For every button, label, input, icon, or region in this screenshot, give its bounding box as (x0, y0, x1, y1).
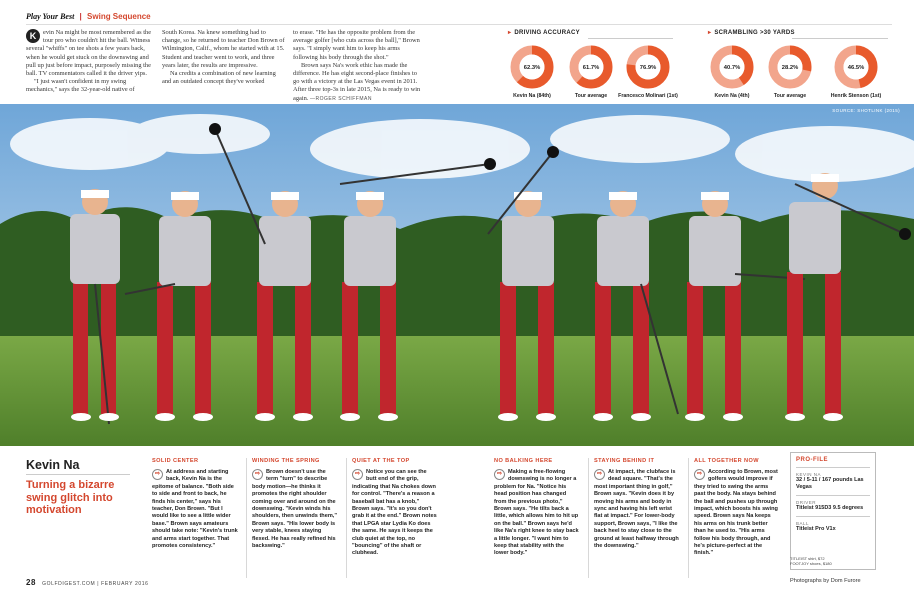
tip-heading: QUIET AT THE TOP (352, 458, 410, 464)
swing-sequence-photo (0, 104, 914, 446)
panel-title: ▸ SCRAMBLING >30 YARDS (708, 30, 795, 36)
gear-line: TITLEIST shirt, $72 (790, 556, 825, 561)
dropcap: K (26, 29, 40, 43)
column-rule (588, 458, 589, 578)
tip-heading: ALL TOGETHER NOW (694, 458, 759, 464)
tip-body: ⇨ At address and starting back, Kevin Na is the epitome of balance. "Both side to side and front to back, he finds his center," says his teacher, Don Brown. "But I would like to see a little wider base." Brown says amateurs should take note: "Kevin's trunk and arms start together. That promotes consistency." (152, 469, 238, 550)
arrow-circle-icon: ⇨ (252, 469, 263, 480)
intro-column-3 (293, 29, 423, 103)
tip-body: ⇨ Brown doesn't use the term "turn" to describe body motion—he thinks it promotes the right shoulder coming over and around on the downswing. "Kevin winds his shoulders, then unwinds them," Brown says. "His lower body is very stable, knees staying flexed. He has really refined his backswing." (252, 469, 338, 550)
site-name: GOLFDIGEST.COM (42, 581, 96, 587)
donut-chart (510, 45, 554, 89)
intro-paragraph: Brown says Na's work ethic has made the difference. He has eight second-place finishes to go with a victory at the Las Vegas event in 2011. After three top-3s in late 2015, Na is ready to win again. —ROGER SCHIFFMAN (293, 61, 421, 102)
tip-body: ⇨ At impact, the clubface is dead square. "That's the most important thing in golf," Brown says. "Kevin does it by moving his arms and body in sync and having his left wrist flat at impact." For lower-body support, Brown says, "I like the back heel to stay close to the ground at least halfway through the downswing." (594, 469, 679, 550)
panel-rule (588, 38, 673, 39)
tip-staying-behind-it (594, 458, 680, 550)
tip-heading: NO BALKING HERE (494, 458, 553, 464)
pro-file-box (790, 452, 876, 570)
column-rule (688, 458, 689, 578)
donut-chart (768, 45, 812, 89)
pro-file-rule (796, 467, 870, 468)
donut-label: Kevin Na (4th) (714, 93, 750, 99)
header-rule (26, 24, 892, 25)
title-rule (26, 474, 130, 475)
column-rule (246, 458, 247, 578)
column-rule (346, 458, 347, 578)
tip-body: ⇨ Notice you can see the butt end of the grip, indicating that Na chokes down for control. "There's a reason a baseball bat has a knob," Brown says. "It's so you don't grab it at the end." Brown notes that LPGA star Lydia Ko does the same. He says it keeps the club quiet at the top, no "bouncing" of the shaft or clubhead. (352, 469, 437, 557)
intro-column-2 (162, 29, 285, 86)
donut-label: Henrik Stenson (1st) (830, 93, 882, 99)
donut-value: 61.7% (582, 65, 600, 71)
tip-body: ⇨ According to Brown, most golfers would improve if they tried to swing the arms past the body. Na stays behind the ball and pushes up through impact, which boosts his swing speed. Brown says Na keeps his arms on his trunk better than he used to. "His arms follow his body through, and he's picture-perfect at the finish." (694, 469, 778, 557)
section-title: Play Your Best (26, 12, 75, 21)
header-separator: | (79, 12, 82, 21)
tip-all-together-now (694, 458, 780, 558)
pro-file-value: Titleist Pro V1x (796, 526, 836, 532)
panel-rule (792, 38, 888, 39)
panel-title: ▸ DRIVING ACCURACY (508, 30, 580, 36)
intro-paragraph: K evin Na might be most remembered as the tour pro who couldn't hit the ball. Witness several "whiffs" on tee shots a few years back, when he would get stuck on the downswing and pull up just before impact, purposely missing the ball. TV commentators called it the driver yips. (26, 29, 152, 78)
donut-label: Kevin Na (84th) (513, 93, 551, 99)
donut-value: 40.7% (723, 65, 741, 71)
tip-body: ⇨ Making a free-flowing downswing is no longer a problem for Na. "Notice his head position has changed from the previous photo," Brown says. "He tilts back a little, which allows him to hit up on the ball." Brown says he'd like Na's right knee to stay back a little longer. "I want him to keep that stability with the lower body." (494, 469, 579, 557)
donut-label: Tour average (574, 93, 608, 99)
donut-value: 76.9% (639, 65, 657, 71)
tip-heading: SOLID CENTER (152, 458, 199, 464)
tip-quiet-at-the-top (352, 458, 438, 558)
photo-credit: Photographs by Dom Furore (790, 578, 861, 584)
tip-solid-center (152, 458, 238, 550)
pro-file-value: 32 / 5-11 / 167 pounds Las Vegas (796, 477, 864, 490)
tip-no-balking-here (494, 458, 580, 558)
byline: —ROGER SCHIFFMAN (310, 95, 372, 102)
pro-file-label: DRIVER (796, 500, 817, 505)
pro-file-rule (796, 495, 870, 496)
swing-photo-illustration (0, 104, 914, 446)
gear-line: FOOTJOY shoes, $180 (790, 561, 832, 566)
intro-paragraph: South Korea. Na knew something had to change, so he returned to teacher Don Brown of Wilmington, Calif., whom he started with at 15. Student and teacher went to work, and three years later, the results are impressive. (162, 29, 285, 69)
tip-winding-the-spring (252, 458, 338, 550)
issue-date: FEBRUARY 2016 (101, 581, 149, 587)
arrow-circle-icon: ⇨ (594, 469, 605, 480)
donut-label: Tour average (773, 93, 807, 99)
pro-file-rule (796, 516, 870, 517)
donut-value: 62.3% (523, 65, 541, 71)
donut-chart (710, 45, 754, 89)
tip-heading: STAYING BEHIND IT (594, 458, 655, 464)
pro-file-label: KEVIN NA (796, 472, 822, 477)
page-number: 28 (26, 578, 37, 587)
pro-file-title: PRO-FILE (796, 457, 828, 463)
donut-value: 46.5% (847, 65, 865, 71)
donut-label: Francesco Molinari (1st) (618, 93, 678, 99)
fairway (0, 336, 914, 446)
arrow-icon: ▸ (508, 30, 512, 36)
arrow-circle-icon: ⇨ (352, 469, 363, 480)
intro-paragraph: Na credits a combination of new learning and an outdated concept they've worked (162, 70, 276, 86)
donut-chart (834, 45, 878, 89)
intro-paragraph: "I just wasn't confident in my swing mechanics," says the 32-year-old native of (26, 78, 135, 94)
gear-credits (790, 556, 832, 566)
arrow-icon: ▸ (708, 30, 712, 36)
donut-chart (569, 45, 613, 89)
footer-separator: | (97, 581, 100, 587)
page-header (26, 12, 151, 21)
stats-panel-scrambling (708, 29, 888, 99)
page-footer (26, 578, 149, 587)
source-note: SOURCE: SHOTLINK (2015) (832, 108, 900, 113)
arrow-circle-icon: ⇨ (494, 469, 505, 480)
donut-chart (626, 45, 670, 89)
donut-value: 28.2% (781, 65, 799, 71)
pro-file-label: BALL (796, 521, 810, 526)
intro-column-1 (26, 29, 154, 95)
headline: Turning a bizarre swing glitch into motivation (26, 479, 115, 516)
golfer-name: Kevin Na (26, 458, 80, 472)
subsection-title: Swing Sequence (87, 12, 151, 21)
arrow-circle-icon: ⇨ (694, 469, 705, 480)
intro-paragraph: to erase. "He has the opposite problem from the average golfer [who cuts across the ball]," Brown says. "I simply want him to keep his arms following his body through the shot." (293, 29, 420, 61)
stats-panel-driving (508, 29, 678, 99)
tip-heading: WINDING THE SPRING (252, 458, 320, 464)
pro-file-value: Titleist 915D3 9.5 degrees (796, 505, 864, 511)
arrow-circle-icon: ⇨ (152, 469, 163, 480)
